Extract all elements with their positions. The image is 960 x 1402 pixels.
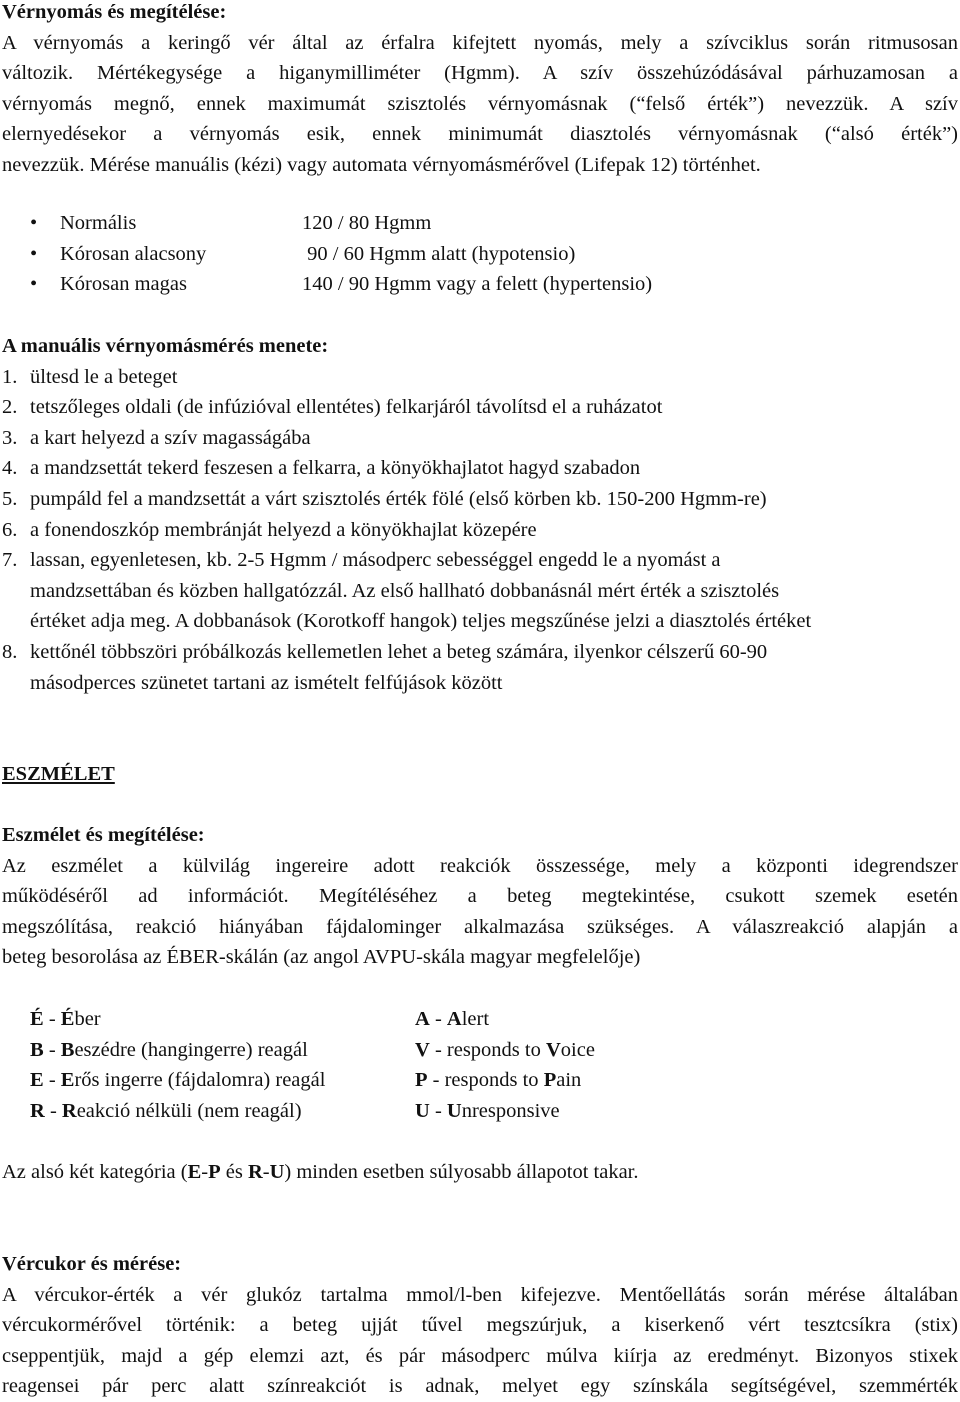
list-item xyxy=(2,637,958,698)
separator: - xyxy=(429,1099,447,1122)
blood-pressure-section xyxy=(2,0,958,181)
range-value: 140 / 90 Hgmm vagy a felett (hypertensio) xyxy=(302,273,653,296)
separator: - xyxy=(44,1099,62,1122)
initial: B xyxy=(60,1038,75,1061)
separator: - responds to xyxy=(427,1069,544,1092)
separator: - xyxy=(43,1008,61,1030)
note-text: és xyxy=(220,1161,248,1183)
step-text: a kart helyezd a szív magasságába xyxy=(30,426,311,449)
step-text: másodperces szünetet tartani az ismételt felfújások között xyxy=(30,671,503,694)
term-rest: nresponsive xyxy=(461,1099,560,1122)
step-text: értéket adja meg. A dobbanások (Korotkoff hangok) teljes megszűnése jelzi a diasztolés értéket xyxy=(30,610,812,633)
blood-pressure-ranges xyxy=(2,208,958,300)
term-rest: ber xyxy=(74,1008,101,1030)
text-line: A vércukor-érték a vér glukóz tartalma mmol/l-ben kifejezve. Mentőellátás során mérése általában xyxy=(2,1283,958,1306)
initial: P xyxy=(543,1069,557,1092)
text-line: nevezzük. Mérése manuális (kézi) vagy automata vérnyomásmérővel (Lifepak 12) történhet. xyxy=(2,153,761,176)
step-text: lassan, egyenletesen, kb. 2-5 Hgmm / másodperc sebességgel engedd le a nyomást a xyxy=(30,549,721,572)
step-text: pumpáld fel a mandzsettát a várt szisztolés érték fölé (első körben kb. 150-200 Hgmm-re) xyxy=(30,487,767,510)
text-line: reagensei pár perc alatt színreakciót is adnak, melyet egy színskála segítségével, szemmérték xyxy=(2,1375,958,1398)
note-bold: U xyxy=(269,1161,285,1183)
step-text: a fonendoszkóp membránját helyezd a könyökhajlat közepére xyxy=(30,518,537,541)
text-line: Az eszmélet a külvilág ingereire adott reakciók összessége, mely a központi idegrendszer xyxy=(2,854,958,877)
range-value: 90 / 60 Hgmm alatt (hypotensio) xyxy=(302,242,576,265)
section-title: ESZMÉLET xyxy=(2,763,115,785)
text-line: cseppentjük, majd a gép elemzi azt, és pár másodperc múlva kiírja az eredményt. Bizonyos stixek xyxy=(2,1344,958,1367)
separator: - xyxy=(429,1008,447,1030)
range-row xyxy=(2,208,958,239)
initial: E xyxy=(60,1069,75,1092)
text-line: vércukormérővel történik: a beteg ujját tűvel megszúrjuk, a kiserkenő vért tesztcsíkra (stix) xyxy=(2,1314,958,1337)
text-line: beteg besorolása az ÉBER-skálán (az angol AVPU-skála magyar megfelelője) xyxy=(2,946,641,969)
list-item xyxy=(2,545,958,637)
range-label: Normális xyxy=(60,212,137,234)
list-item xyxy=(2,515,958,546)
consciousness-note xyxy=(2,1157,958,1188)
scale-letter: R xyxy=(30,1099,45,1122)
step-number: 2. xyxy=(2,396,18,419)
step-number: 5. xyxy=(2,487,18,510)
scale-letter: U xyxy=(415,1099,430,1122)
initial: R xyxy=(61,1099,77,1122)
scale-letter: V xyxy=(415,1038,430,1061)
list-item xyxy=(2,453,958,484)
list-item xyxy=(2,362,958,393)
text-line: elernyedésekor a vérnyomás esik, ennek minimumát diasztolés vérnyomásnak (“alsó érték”) xyxy=(2,123,958,146)
term-rest: oice xyxy=(560,1038,595,1061)
scale-letter: A xyxy=(415,1008,430,1030)
note-text: Az alsó két kategória ( xyxy=(2,1161,188,1183)
step-text: a mandzsettát tekerd feszesen a felkarra, a könyökhajlatot hagyd szabadon xyxy=(30,457,641,480)
text-line: működéséről ad információt. Megítéléséhez a beteg megtekintése, csukott szemek esetén xyxy=(2,885,958,908)
initial: U xyxy=(446,1099,462,1122)
manual-measurement-section xyxy=(2,331,958,698)
text-line: A vérnyomás a keringő vér által az érfalra kifejtett nyomás, mely a szívciklus során ritmusosan xyxy=(2,31,958,54)
term-rest: ain xyxy=(556,1069,582,1092)
range-row xyxy=(2,269,958,300)
initial: A xyxy=(446,1008,462,1030)
scale-letter: É xyxy=(30,1008,44,1030)
range-value: 120 / 80 Hgmm xyxy=(302,212,432,234)
step-number: 6. xyxy=(2,518,18,541)
bullet-icon: • xyxy=(30,273,38,296)
table-row xyxy=(2,1065,958,1096)
range-label: Kórosan alacsony xyxy=(60,242,207,265)
note-text: ) minden esetben súlyosabb állapotot takar. xyxy=(284,1161,639,1183)
term-rest: eakció nélküli (nem reagál) xyxy=(76,1099,302,1122)
bullet-icon: • xyxy=(30,242,38,265)
step-text: ültesd le a beteget xyxy=(30,365,178,388)
text-line: vérnyomás megnő, ennek maximumát szisztolés vérnyomásnak (“felső érték”) nevezzük. A szív xyxy=(2,92,958,115)
step-number: 1. xyxy=(2,365,18,388)
blood-sugar-section xyxy=(2,1249,958,1402)
table-row xyxy=(2,1035,958,1066)
step-text: tetszőleges oldali (de infúzióval ellentétes) felkarjáról távolítsd el a ruházatot xyxy=(30,396,663,419)
note-bold: P xyxy=(208,1161,221,1183)
step-number: 8. xyxy=(2,640,18,663)
note-bold: E xyxy=(187,1161,202,1183)
step-number: 7. xyxy=(2,549,18,572)
scale-letter: B xyxy=(30,1038,44,1061)
scale-letter: P xyxy=(415,1069,428,1092)
step-text: kettőnél többszöri próbálkozás kellemetlen lehet a beteg számára, ilyenkor célszerű 60-90 xyxy=(30,640,768,663)
consciousness-assessment xyxy=(2,820,958,973)
bullet-icon: • xyxy=(30,212,38,234)
separator: - xyxy=(43,1038,61,1061)
note-bold: R xyxy=(247,1161,263,1183)
eber-avpu-table xyxy=(2,1004,958,1126)
text-line: megszólítása, reakció hiányában fájdalominger alkalmazása szükséges. A válaszreakció alapján a xyxy=(2,915,958,938)
consciousness-intro xyxy=(2,851,958,973)
table-row xyxy=(2,1096,958,1127)
initial: V xyxy=(545,1038,561,1061)
term-rest: rős ingerre (fájdalomra) reagál xyxy=(74,1069,326,1092)
step-number: 4. xyxy=(2,457,18,480)
initial: É xyxy=(60,1008,75,1030)
note-line xyxy=(2,1157,958,1188)
text-line: változik. Mértékegysége a higanymilliméter (Hgmm). A szív összehúzódásával párhuzamosan a xyxy=(2,62,958,85)
list-item xyxy=(2,423,958,454)
table-row xyxy=(2,1004,958,1035)
list-item xyxy=(2,392,958,423)
term-rest: lert xyxy=(461,1008,490,1030)
consciousness-section xyxy=(2,759,958,790)
separator: - responds to xyxy=(429,1038,546,1061)
blood-sugar-heading: Vércukor és mérése: xyxy=(2,1253,182,1275)
note-text: - xyxy=(262,1161,270,1183)
step-text: mandzsettában és közben hallgatózzál. Az első hallható dobbanásnál mért érték a szisztolés xyxy=(30,579,780,602)
blood-pressure-heading: Vérnyomás és megítélése: xyxy=(2,1,227,23)
consciousness-heading: Eszmélet és megítélése: xyxy=(2,824,205,846)
note-text: - xyxy=(201,1161,209,1183)
term-rest: eszédre (hangingerre) reagál xyxy=(74,1038,308,1061)
range-row xyxy=(2,239,958,270)
list-item xyxy=(2,484,958,515)
range-label: Kórosan magas xyxy=(60,273,187,296)
step-number: 3. xyxy=(2,426,18,449)
blood-sugar-intro xyxy=(2,1280,958,1402)
manual-measurement-heading: A manuális vérnyomásmérés menete: xyxy=(2,335,329,357)
scale-letter: E xyxy=(30,1069,44,1092)
blood-pressure-intro xyxy=(2,28,958,181)
manual-steps-list xyxy=(2,362,958,699)
separator: - xyxy=(43,1069,61,1092)
